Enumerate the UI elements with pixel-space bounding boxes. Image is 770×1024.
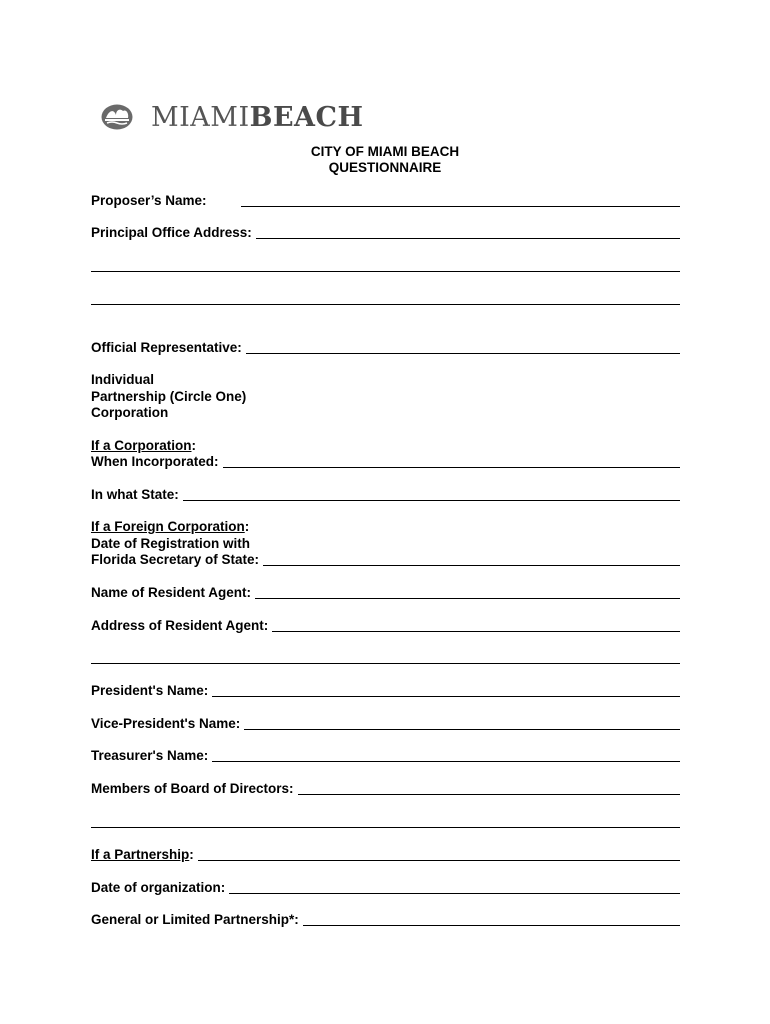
- general-or-limited-line[interactable]: [303, 913, 680, 926]
- official-representative-field[interactable]: [91, 339, 680, 356]
- if-corporation-colon: :: [191, 438, 196, 453]
- florida-secretary-label: Florida Secretary of State:: [91, 552, 260, 567]
- official-representative-label: Official Representative:: [91, 340, 242, 355]
- if-corporation-heading: [91, 437, 196, 454]
- resident-agent-address-line-2[interactable]: [91, 663, 680, 664]
- treasurers-name-label: Treasurer's Name:: [91, 748, 209, 763]
- if-foreign-corporation-text: If a Foreign Corporation: [91, 519, 245, 534]
- in-what-state-line[interactable]: [183, 488, 680, 501]
- if-foreign-corporation-heading: [91, 518, 249, 535]
- if-partnership-colon: :: [189, 847, 194, 862]
- principal-office-address-label: Principal Office Address:: [91, 225, 252, 240]
- resident-agent-address-line[interactable]: [272, 619, 680, 632]
- general-or-limited-label: General or Limited Partnership*:: [91, 912, 299, 927]
- if-partnership-field[interactable]: [91, 846, 680, 863]
- florida-secretary-field[interactable]: [91, 551, 680, 568]
- vice-presidents-name-label: Vice-President's Name:: [91, 716, 241, 731]
- miami-beach-logo: [101, 100, 363, 134]
- resident-agent-address-label: Address of Resident Agent:: [91, 618, 269, 633]
- address-line-2[interactable]: [91, 271, 680, 272]
- board-members-field[interactable]: [91, 780, 680, 797]
- vice-presidents-name-line[interactable]: [244, 717, 680, 730]
- when-incorporated-line[interactable]: [223, 455, 681, 468]
- proposer-name-label: Proposer’s Name:: [91, 193, 207, 208]
- entity-type-corporation[interactable]: Corporation: [91, 405, 169, 420]
- resident-agent-address-field[interactable]: [91, 617, 680, 634]
- date-of-registration-label: Date of Registration with: [91, 536, 251, 551]
- miami-beach-emblem-icon: [101, 104, 133, 130]
- treasurers-name-line[interactable]: [212, 749, 680, 762]
- board-members-label: Members of Board of Directors:: [91, 781, 294, 796]
- document-subtitle: QUESTIONNAIRE: [328, 160, 442, 175]
- treasurers-name-field[interactable]: [91, 747, 680, 764]
- if-partnership-text: If a Partnership: [91, 847, 190, 862]
- in-what-state-label: In what State:: [91, 487, 179, 502]
- principal-office-address-line[interactable]: [256, 226, 680, 239]
- date-of-organization-label: Date of organization:: [91, 880, 226, 895]
- presidents-name-field[interactable]: [91, 682, 680, 699]
- when-incorporated-field[interactable]: [91, 453, 680, 470]
- logo-wordmark: [151, 101, 364, 133]
- general-or-limited-field[interactable]: [91, 911, 680, 928]
- presidents-name-line[interactable]: [212, 684, 680, 697]
- logo-text-light: MIAMI: [151, 101, 250, 133]
- board-members-line[interactable]: [298, 782, 680, 795]
- if-partnership-heading: [91, 846, 194, 863]
- proposer-name-field[interactable]: [91, 192, 680, 209]
- vice-presidents-name-field[interactable]: [91, 715, 680, 732]
- entity-type-individual[interactable]: Individual: [91, 372, 155, 387]
- presidents-name-label: President's Name:: [91, 683, 209, 698]
- official-representative-line[interactable]: [246, 341, 680, 354]
- document-title: CITY OF MIAMI BEACH: [310, 144, 460, 159]
- if-corporation-text: If a Corporation: [91, 438, 192, 453]
- florida-secretary-line[interactable]: [263, 553, 680, 566]
- resident-agent-name-label: Name of Resident Agent:: [91, 585, 252, 600]
- principal-office-address-field[interactable]: [91, 224, 680, 241]
- if-foreign-corporation-colon: :: [244, 519, 250, 534]
- if-partnership-line[interactable]: [198, 848, 680, 861]
- date-of-organization-field[interactable]: [91, 879, 680, 896]
- logo-text-bold: BEACH: [249, 101, 364, 133]
- when-incorporated-label: When Incorporated:: [91, 454, 219, 469]
- in-what-state-field[interactable]: [91, 486, 680, 503]
- date-of-organization-line[interactable]: [229, 881, 680, 894]
- resident-agent-name-field[interactable]: [91, 584, 680, 601]
- resident-agent-name-line[interactable]: [255, 586, 680, 599]
- address-line-3[interactable]: [91, 304, 680, 305]
- proposer-name-line[interactable]: [241, 194, 680, 207]
- board-members-line-2[interactable]: [91, 827, 680, 828]
- entity-type-partnership[interactable]: Partnership (Circle One): [91, 389, 247, 404]
